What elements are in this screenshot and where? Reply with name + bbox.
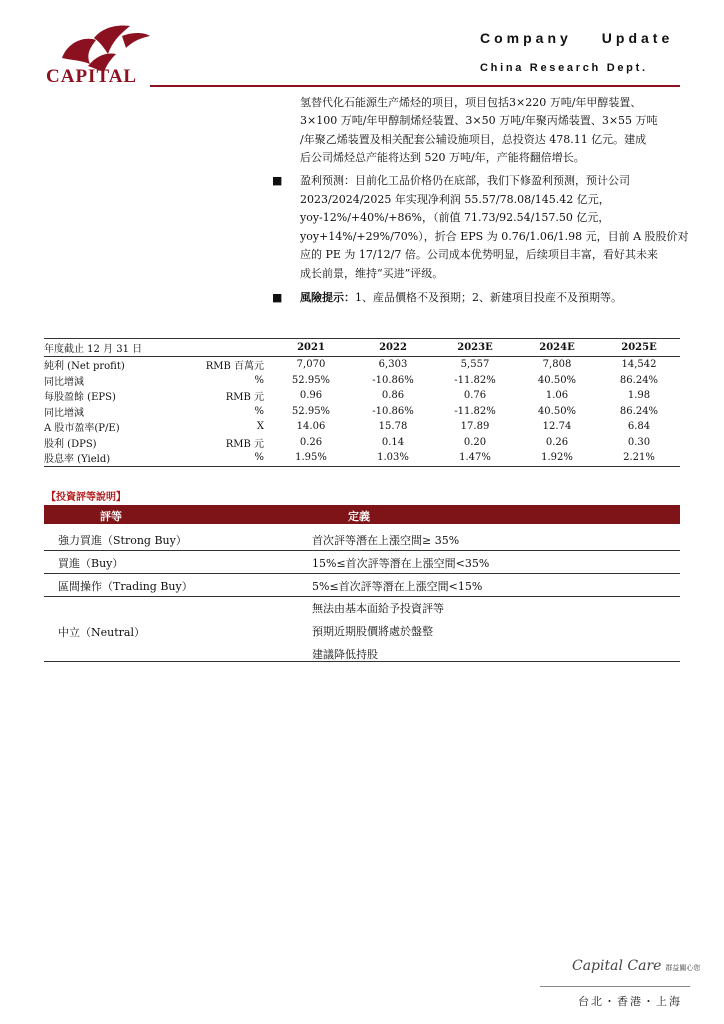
title-word-update: Update [601, 30, 674, 46]
year-header: 2023E [434, 339, 516, 357]
table-cell: 0.86 [381, 390, 405, 402]
rating-name: 買進（Buy） [58, 557, 124, 570]
forecast-table [44, 338, 680, 467]
row-unit: X [256, 421, 264, 433]
unit-header [194, 339, 270, 357]
table-cell: 40.50% [537, 374, 577, 386]
row-divider [44, 550, 680, 551]
row-divider [44, 573, 680, 574]
table-cell: 17.89 [460, 421, 490, 433]
rating-name: 區間操作（Trading Buy） [58, 580, 193, 593]
row-unit: RMB 百萬元 [205, 361, 264, 373]
rating-definition: 5%≤首次評等潛在上漲空間<15% [312, 580, 483, 593]
year-header: 2025E [598, 339, 680, 357]
footer-brand-name: Capital Care [572, 958, 662, 974]
report-type-title [480, 30, 673, 46]
year-header: 2022 [352, 339, 434, 357]
table-cell: 1.06 [545, 390, 569, 402]
table-cell: 86.24% [619, 374, 659, 386]
rating-header-bar [44, 505, 680, 524]
table-cell: 1.92% [516, 450, 598, 466]
rating-section-title: 【投資評等說明】 [46, 492, 126, 503]
row-label: 同比增減 [44, 376, 84, 388]
table-cell: 1.03% [352, 450, 434, 466]
table-cell: 0.26 [545, 436, 569, 448]
bullet-square-icon: ■ [272, 174, 283, 187]
fiscal-year-label: 年度截止 12 月 31 日 [44, 339, 194, 357]
table-cell: -11.82% [454, 374, 496, 386]
table-header-row [44, 339, 680, 357]
table-cell: 14,542 [621, 359, 657, 371]
row-label: 股利 (DPS) [44, 438, 97, 450]
row-divider [44, 596, 680, 597]
table-cell: 7,808 [542, 359, 572, 371]
row-unit: RMB 元 [225, 392, 264, 404]
table-cell: 6,303 [378, 359, 408, 371]
table-row [44, 419, 680, 435]
footer-brand [572, 958, 700, 974]
risk-label: 風險提示： [300, 291, 355, 304]
text-line: 盈利预测：目前化工品价格仍在底部，我们下修盈利预测，预计公司 [300, 174, 630, 187]
table-cell: 40.50% [537, 405, 577, 417]
row-label: 股息率 (Yield) [44, 450, 194, 466]
rating-row-neutral [44, 600, 680, 660]
text-line: 3×100 万吨/年甲醇制烯烃装置、3×50 万吨/年聚丙烯装置、3×55 万吨 [300, 114, 658, 128]
text-line: 应的 PE 为 17/12/7 倍。公司成本优势明显，后续项目丰富，看好其未来 [300, 248, 658, 262]
rating-definition-line: 建議降低持股 [312, 648, 378, 661]
row-label: A 股市盈率(P/E) [44, 423, 120, 435]
table-cell: 6.84 [627, 421, 651, 433]
table-row [44, 373, 680, 389]
text-line: 2023/2024/2025 年实现净利润 55.57/78.08/145.42 亿元， [300, 192, 610, 206]
text-line: yoy+14%/+29%/70%），折合 EPS 为 0.76/1.06/1.98 元，目前 A 股股价对 [300, 229, 689, 243]
table-cell: 12.74 [542, 421, 572, 433]
row-unit: % [254, 405, 264, 417]
text-line: 后公司烯烃总产能将达到 520 万吨/年，产能将翻倍增长。 [300, 151, 585, 165]
text-line: 氢替代化石能源生产烯烃的项目，项目包括3×220 万吨/年甲醇装置、 [300, 96, 642, 109]
table-cell: 0.26 [299, 436, 323, 448]
header-rule [150, 85, 680, 87]
row-label: 同比增減 [44, 407, 84, 419]
rating-col-header: 評等 [100, 510, 122, 523]
text-line: 成长前景，维持“买进”评级。 [300, 266, 444, 280]
table-cell: -10.86% [372, 405, 414, 417]
rating-definition: 15%≤首次評等潛在上漲空間<35% [312, 557, 490, 570]
row-divider [44, 661, 680, 662]
year-header: 2021 [270, 339, 352, 357]
table-row [44, 404, 680, 420]
table-cell: 0.96 [299, 390, 323, 402]
department-subtitle: China Research Dept. [480, 62, 648, 74]
table-cell: 1.47% [434, 450, 516, 466]
risk-text: 1、産品價格不及預期；2、新建項目投産不及預期等。 [355, 291, 622, 304]
logo-text: CAPITAL [46, 66, 138, 87]
table-cell: 52.95% [291, 405, 331, 417]
year-header: 2024E [516, 339, 598, 357]
table-cell: 7,070 [296, 359, 326, 371]
text-line: /年聚乙烯装置及相关配套公辅设施项目，总投资达 478.11 亿元。建成 [300, 132, 647, 146]
row-label: 純利 (Net profit) [44, 361, 125, 373]
project-paragraph [300, 94, 685, 168]
row-unit: % [194, 450, 270, 466]
rating-definition-line: 無法由基本面給予投資評等 [312, 602, 444, 615]
row-label: 每股盈餘 (EPS) [44, 392, 116, 404]
table-cell: 15.78 [378, 421, 408, 433]
table-cell: 1.98 [627, 390, 651, 402]
table-row [44, 357, 680, 373]
definition-col-header: 定義 [348, 510, 370, 523]
footer-brand-sub: 群益關心您 [665, 964, 701, 972]
table-cell: 14.06 [296, 421, 326, 433]
row-unit: RMB 元 [225, 438, 264, 450]
table-cell: 0.30 [627, 436, 651, 448]
risk-paragraph [300, 289, 690, 308]
rating-definition-line: 預期近期股價將處於盤整 [312, 625, 433, 638]
row-unit: % [254, 374, 264, 386]
table-cell: 2.21% [598, 450, 680, 466]
bullet-square-icon: ■ [272, 291, 283, 304]
table-cell: 1.95% [270, 450, 352, 466]
table-cell: 0.76 [463, 390, 487, 402]
earnings-forecast-paragraph [300, 172, 690, 284]
table-row [44, 450, 680, 466]
title-word-company: Company [480, 30, 572, 46]
table-cell: -11.82% [454, 405, 496, 417]
footer-rule [540, 986, 690, 987]
rating-name: 強力買進（Strong Buy） [58, 534, 187, 547]
footer-locations: 台北・香港・上海 [578, 995, 682, 1008]
text-line: yoy-12%/+40%/+86%，（前值 71.73/92.54/157.50 亿元， [300, 211, 610, 225]
table-row [44, 435, 680, 451]
table-cell: 0.14 [381, 436, 405, 448]
table-row [44, 388, 680, 404]
rating-name: 中立（Neutral） [58, 626, 145, 639]
table-cell: 52.95% [291, 374, 331, 386]
table-cell: -10.86% [372, 374, 414, 386]
table-cell: 0.20 [463, 436, 487, 448]
table-cell: 5,557 [460, 359, 490, 371]
rating-definition: 首次評等潛在上漲空間≥ 35% [312, 534, 460, 547]
table-cell: 86.24% [619, 405, 659, 417]
